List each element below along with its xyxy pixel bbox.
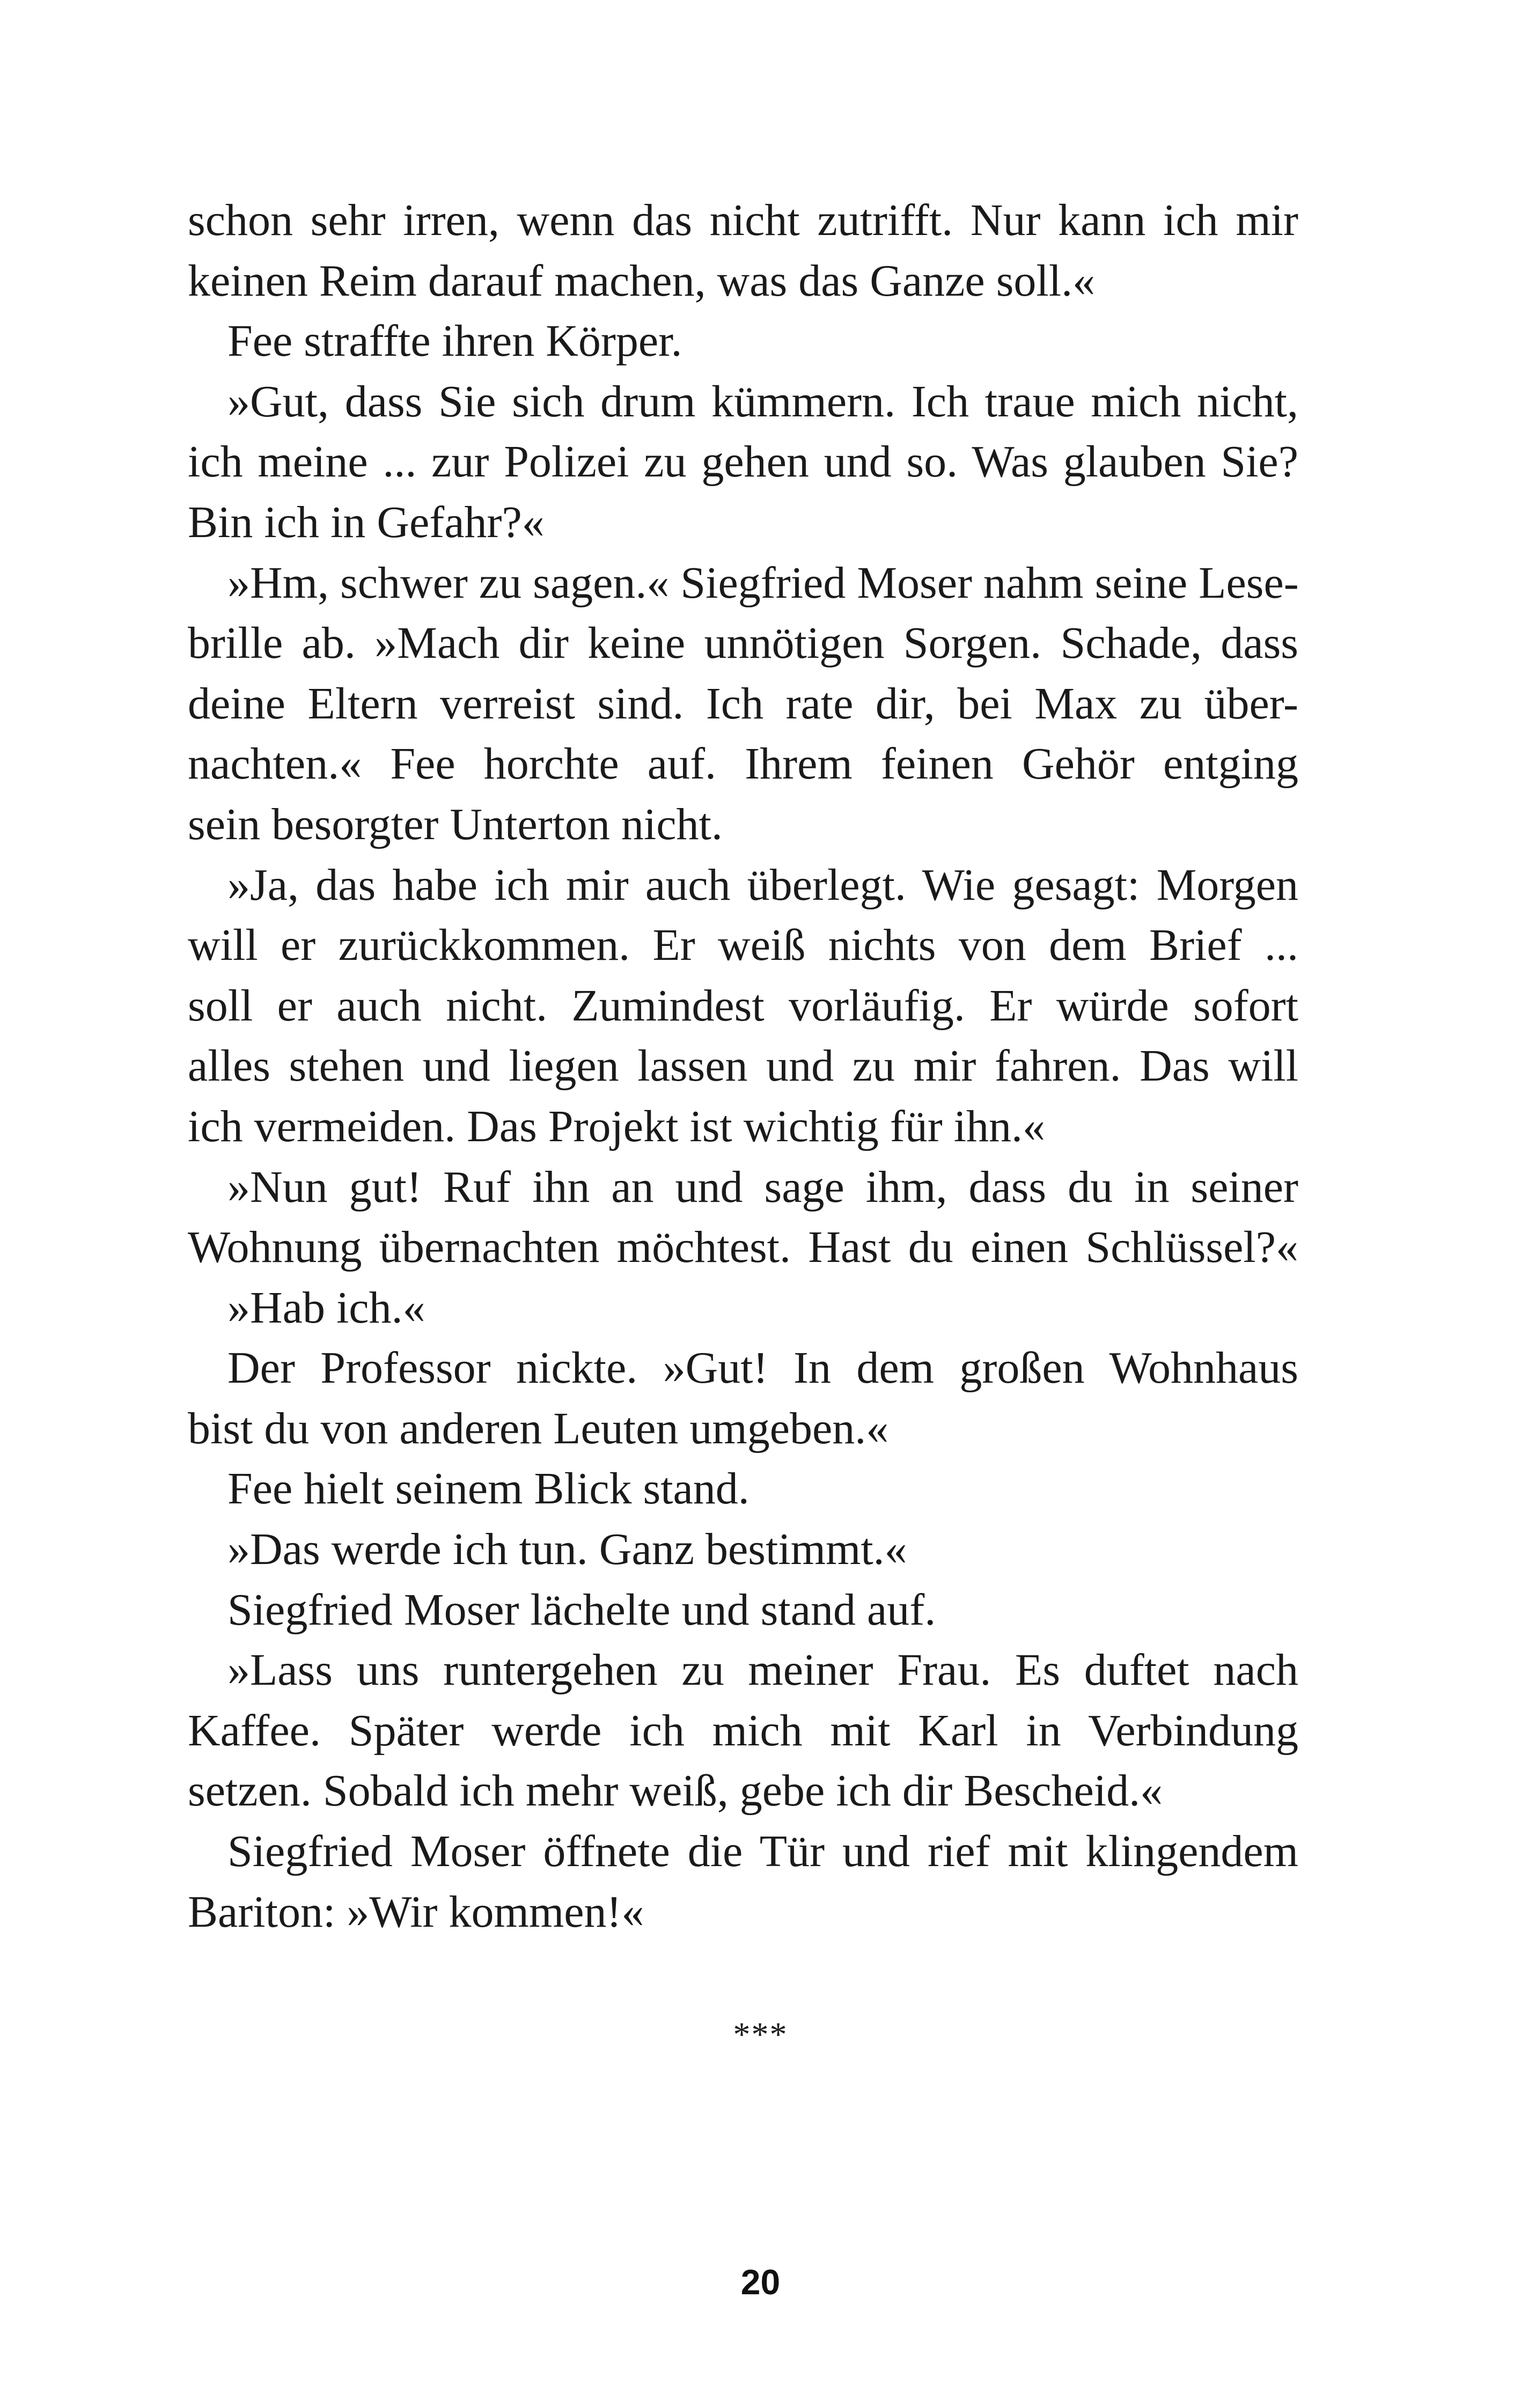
text-line: Kaffee. Später werde ich mich mit Karl in Verbindung [188,1705,1298,1756]
text-line: Bariton: »Wir kommen!« [188,1886,644,1937]
text-line: Wohnung übernachten möchtest. Hast du einen Schlüssel?« [188,1222,1298,1273]
text-line: Siegfried Moser öffnete die Tür und rief mit klingendem [227,1826,1298,1877]
text-line: nachten.« Fee horchte auf. Ihrem feinen Gehör entging [188,739,1298,789]
text-line: »Gut, dass Sie sich drum kümmern. Ich traue mich nicht, [227,376,1298,427]
text-line: keinen Reim darauf machen, was das Ganze soll.« [188,255,1096,306]
text-line: ich vermeiden. Das Projekt ist wichtig für ihn.« [188,1101,1046,1151]
text-line: brille ab. »Mach dir keine unnötigen Sorgen. Schade, dass [188,618,1298,669]
text-line: sein besorgter Unterton nicht. [188,799,723,849]
text-line: Der Professor nickte. »Gut! In dem großen Wohnhaus [227,1343,1298,1393]
text-line: schon sehr irren, wenn das nicht zutrifft. Nur kann ich mir [188,195,1298,245]
body-text [188,190,1298,1942]
text-line: Fee straffte ihren Körper. [227,316,682,366]
text-line: Siegfried Moser lächelte und stand auf. [227,1584,936,1635]
text-line: »Lass uns runtergehen zu meiner Frau. Es duftet nach [227,1645,1298,1695]
text-line: setzen. Sobald ich mehr weiß, gebe ich dir Bescheid.« [188,1766,1163,1816]
section-separator: *** [733,2015,788,2053]
page-number: 20 [740,2262,781,2302]
text-line: deine Eltern verreist sind. Ich rate dir, bei Max zu über- [188,678,1298,729]
text-line: will er zurückkommen. Er weiß nichts von dem Brief ... [188,920,1298,971]
text-line: Bin ich in Gefahr?« [188,497,545,547]
text-line: »Nun gut! Ruf ihn an und sage ihm, dass du in seiner [227,1162,1298,1212]
text-line: »Ja, das habe ich mir auch überlegt. Wie gesagt: Morgen [227,860,1298,910]
text-line: Fee hielt seinem Blick stand. [227,1464,750,1514]
text-line: »Das werde ich tun. Ganz bestimmt.« [227,1524,907,1575]
text-line: »Hab ich.« [227,1282,425,1333]
text-line: »Hm, schwer zu sagen.« Siegfried Moser nahm seine Lese- [227,557,1299,608]
text-line: bist du von anderen Leuten umgeben.« [188,1403,889,1453]
text-line: alles stehen und liegen lassen und zu mir fahren. Das will [188,1041,1298,1091]
text-line: ich meine ... zur Polizei zu gehen und so. Was glauben Sie? [188,437,1298,487]
text-line: soll er auch nicht. Zumindest vorläufig. Er würde sofort [188,980,1298,1031]
